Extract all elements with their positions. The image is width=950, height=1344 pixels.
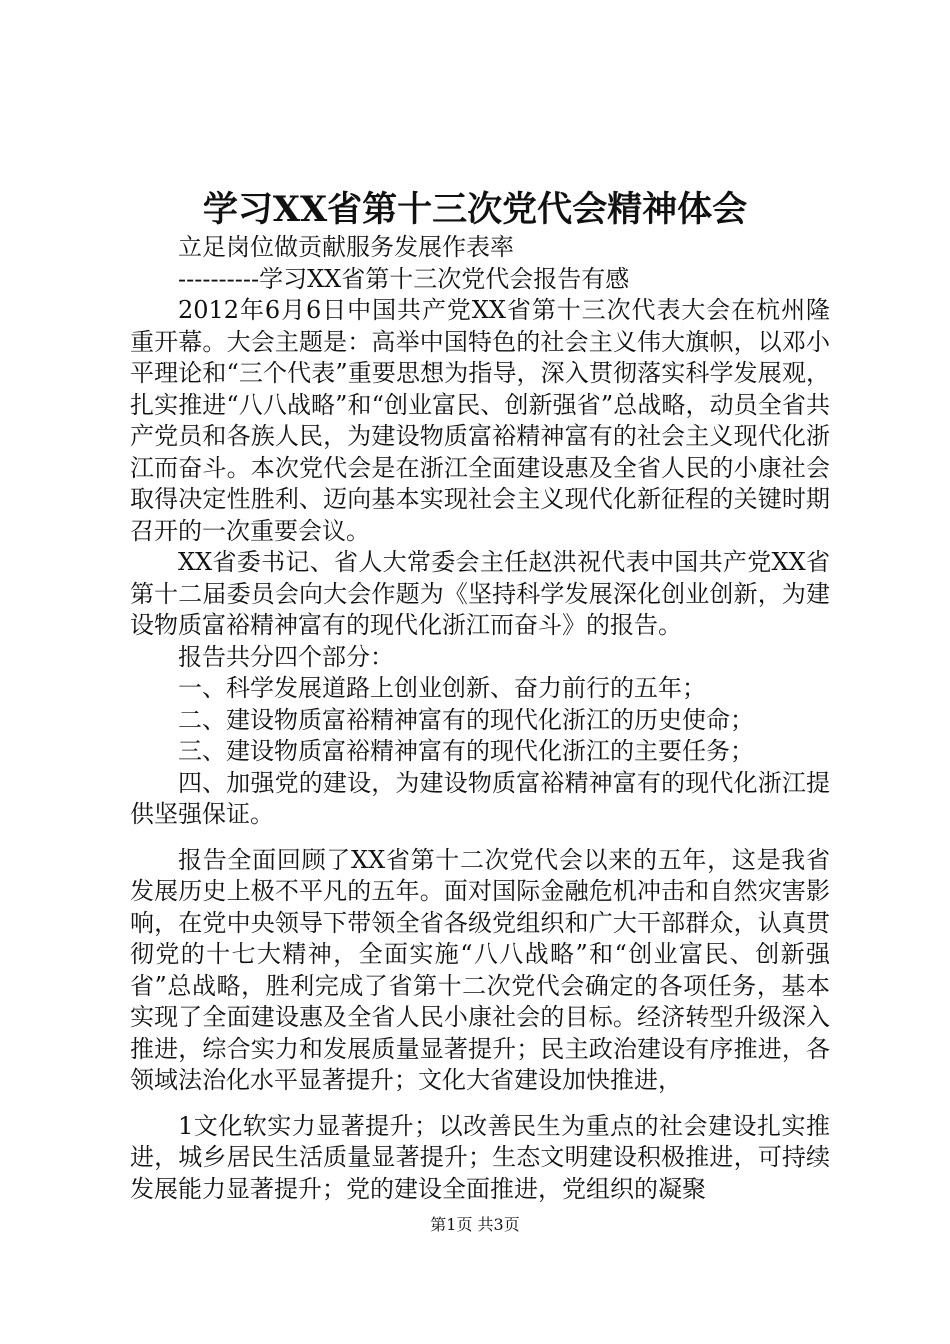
document-body [130,232,830,1205]
subtitle-line: 立足岗位做贡献服务发展作表率 [178,233,514,261]
list-item-part-4: 四、加强党的建设，为建设物质富裕精神富有的现代化浙江提供坚强保证。 [130,768,830,828]
list-item-part-1: 一、科学发展道路上创业创新、奋力前行的五年； [178,674,706,702]
document-title: 学习XX省第十三次党代会精神体会 [202,189,748,230]
page-number-footer: 第1页 共3页 [430,1215,520,1234]
list-item-part-3: 三、建设物质富裕精神富有的现代化浙江的主要任务； [178,737,754,765]
paragraph-report: XX省委书记、省人大常委会主任赵洪祝代表中国共产党XX省第十二届委员会向大会作题为《坚持科学发展深化创业创新，为建设物质富裕精神富有的现代化浙江而奋斗》的报告。 [130,548,830,639]
paragraph-opening: 2012年6月6日中国共产党XX省第十三次代表大会在杭州隆重开幕。大会主题是：高举中国特色的社会主义伟大旗帜，以邓小平理论和“三个代表”重要思想为指导，深入贯彻落实科学发展观，扎实推进“八八战略”和“创业富民、创新强省”总战略，动员全省共产党员和各族人民，为建设物质富裕精神富有的社会主义现代化浙江而奋斗。本次党代会是在浙江全面建设惠及全省人民的小康社会取得决定性胜利、迈向基本实现社会主义现代化新征程的关键时期召开的一次重要会议。 [130,296,830,545]
subtitle-dash-line: ----------学习XX省第十三次党代会报告有感 [178,264,630,293]
paragraph-parts-intro: 报告共分四个部分： [178,642,394,671]
paragraph-continued: 1文化软实力显著提升；以改善民生为重点的社会建设扎实推进，城乡居民生活质量显著提升；生态文明建设积极推进，可持续发展能力显著提升；党的建设全面推进，党组织的凝聚 [130,1111,830,1203]
paragraph-review: 报告全面回顾了XX省第十二次党代会以来的五年，这是我省发展历史上极不平凡的五年。面对国际金融危机冲击和自然灾害影响，在党中央领导下带领全省各级党组织和广大干部群众，认真贯彻党的十七大精神，全面实施“八八战略”和“创业富民、创新强省”总战略，胜利完成了省第十二次党代会确定的各项任务，基本实现了全面建设惠及全省人民小康社会的目标。经济转型升级深入推进，综合实力和发展质量显著提升；民主政治建设有序推进，各领域法治化水平显著提升；文化大省建设加快推进， [130,845,830,1094]
list-item-part-2: 二、建设物质富裕精神富有的现代化浙江的历史使命； [178,705,754,734]
